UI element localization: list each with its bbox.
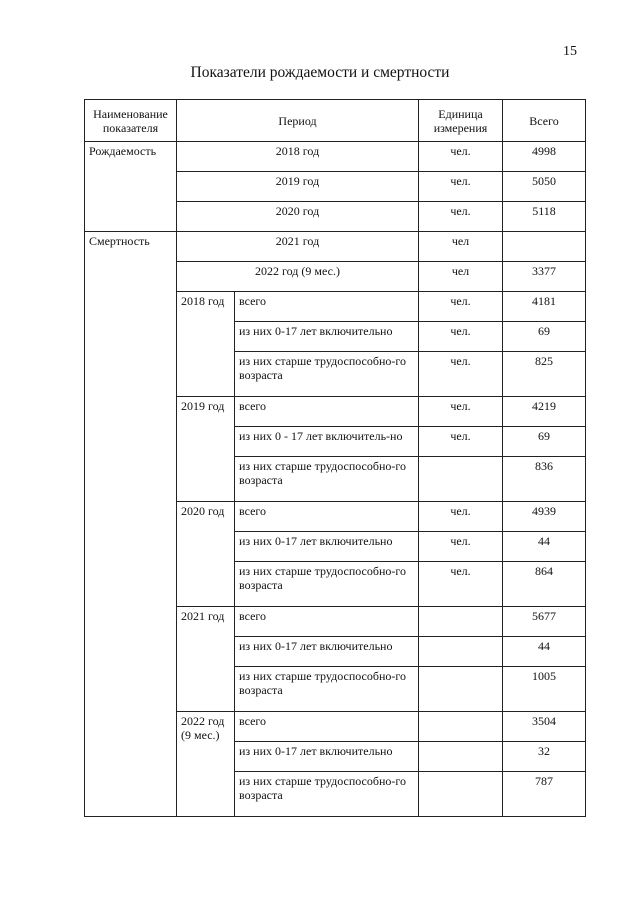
table-cell: всего <box>235 292 419 322</box>
table-cell: из них старше трудоспособно-го возраста <box>235 562 419 607</box>
table-cell: 3504 <box>503 712 586 742</box>
table-cell: 4939 <box>503 502 586 532</box>
table-cell: всего <box>235 607 419 637</box>
table-cell: чел. <box>419 202 503 232</box>
table-cell: чел. <box>419 397 503 427</box>
table-cell: 44 <box>503 637 586 667</box>
table-cell: 825 <box>503 352 586 397</box>
table-cell: из них старше трудоспособно-го возраста <box>235 772 419 817</box>
table-cell: всего <box>235 712 419 742</box>
table-cell: 4181 <box>503 292 586 322</box>
table-cell <box>419 667 503 712</box>
table-cell: 787 <box>503 772 586 817</box>
header-total: Всего <box>503 100 586 142</box>
table-cell <box>419 742 503 772</box>
table-cell: из них 0-17 лет включительно <box>235 637 419 667</box>
table-cell: чел. <box>419 172 503 202</box>
table-cell: 5118 <box>503 202 586 232</box>
table-cell: 4219 <box>503 397 586 427</box>
year-cell: 2021 год <box>177 607 235 712</box>
table-cell: из них 0-17 лет включительно <box>235 742 419 772</box>
table-cell: чел. <box>419 352 503 397</box>
table-cell: 2020 год <box>177 202 419 232</box>
table-cell: из них старше трудоспособно-го возраста <box>235 457 419 502</box>
year-cell: 2020 год <box>177 502 235 607</box>
table-cell <box>419 712 503 742</box>
table-cell: из них 0-17 лет включительно <box>235 532 419 562</box>
table-cell: 69 <box>503 322 586 352</box>
table-cell: чел. <box>419 292 503 322</box>
table-cell: 2018 год <box>177 142 419 172</box>
table-cell: 2021 год <box>177 232 419 262</box>
table-cell: чел <box>419 262 503 292</box>
table-cell: чел. <box>419 322 503 352</box>
table-cell <box>419 772 503 817</box>
table-cell: 5050 <box>503 172 586 202</box>
table-cell <box>419 457 503 502</box>
deaths-label: Смертность <box>85 232 177 817</box>
page-title: Показатели рождаемости и смертности <box>190 64 450 81</box>
table-cell: 2022 год (9 мес.) <box>177 262 419 292</box>
table-cell: 32 <box>503 742 586 772</box>
table-cell: из них старше трудоспособно-го возраста <box>235 352 419 397</box>
table-cell: чел. <box>419 502 503 532</box>
table-cell: 864 <box>503 562 586 607</box>
year-cell: 2018 год <box>177 292 235 397</box>
table-cell: чел. <box>419 562 503 607</box>
table-cell: 69 <box>503 427 586 457</box>
year-cell: 2022 год (9 мес.) <box>177 712 235 817</box>
header-name: Наименование показателя <box>85 100 177 142</box>
table-cell: чел. <box>419 142 503 172</box>
table-cell: из них старше трудоспособно-го возраста <box>235 667 419 712</box>
table-cell: 4998 <box>503 142 586 172</box>
table-cell <box>419 637 503 667</box>
table-cell: 2019 год <box>177 172 419 202</box>
birth-death-table <box>84 99 586 817</box>
table-cell: чел <box>419 232 503 262</box>
year-cell: 2019 год <box>177 397 235 502</box>
table-cell: 1005 <box>503 667 586 712</box>
table-cell: из них 0 - 17 лет включитель-но <box>235 427 419 457</box>
table-cell: всего <box>235 397 419 427</box>
table-cell: из них 0-17 лет включительно <box>235 322 419 352</box>
table-cell <box>503 232 586 262</box>
table-cell: 836 <box>503 457 586 502</box>
table-cell: чел. <box>419 427 503 457</box>
table-cell: 5677 <box>503 607 586 637</box>
table-cell: чел. <box>419 532 503 562</box>
page-number: 15 <box>563 44 577 59</box>
table-cell: 3377 <box>503 262 586 292</box>
header-period: Период <box>177 100 419 142</box>
table-cell: 44 <box>503 532 586 562</box>
header-unit: Единица измерения <box>419 100 503 142</box>
table-cell <box>419 607 503 637</box>
table-cell: всего <box>235 502 419 532</box>
births-label: Рождаемость <box>85 142 177 232</box>
